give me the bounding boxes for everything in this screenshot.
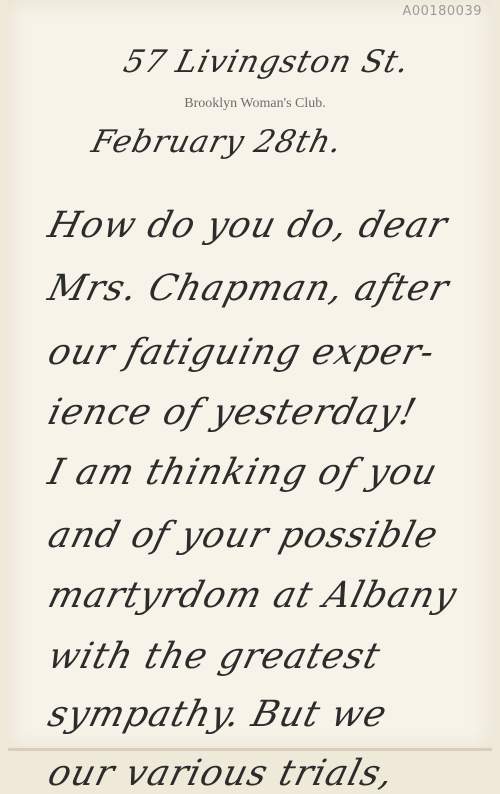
catalog-id: A00180039 xyxy=(402,4,482,19)
letterhead: Brooklyn Woman's Club. xyxy=(184,96,326,111)
body-line: martyrdom at Albany xyxy=(44,575,462,616)
body-line: ience of yesterday! xyxy=(44,392,421,433)
body-line: our fatiguing exper- xyxy=(44,332,440,373)
body-line: How do you do, dear xyxy=(44,205,452,246)
body-line: I am thinking of you xyxy=(44,452,442,493)
body-line: with the greatest xyxy=(44,636,385,677)
body-line-cut-off: our various trials, xyxy=(44,753,399,794)
date-line: February 28th. xyxy=(88,124,347,160)
address-line: 57 Livingston St. xyxy=(120,44,414,80)
body-line: sympathy. But we xyxy=(44,694,392,735)
letter-page xyxy=(8,0,492,794)
body-line: and of your possible xyxy=(44,515,443,556)
body-line: Mrs. Chapman, after xyxy=(44,268,454,309)
